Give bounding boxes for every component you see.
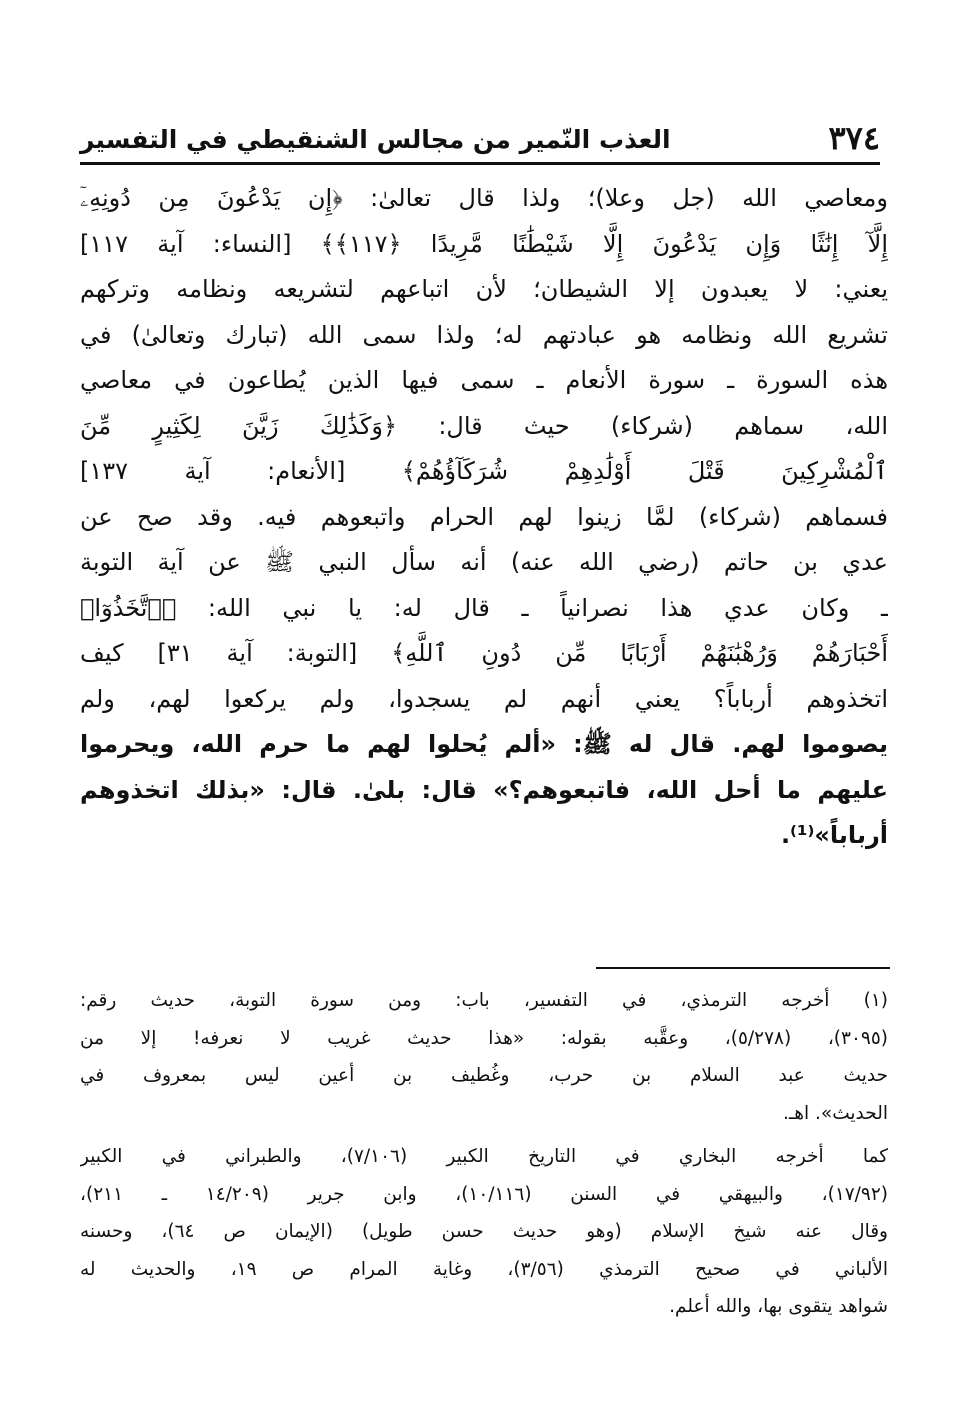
running-head — [80, 112, 880, 165]
footnote-line: (١٧/٩٢)، والبيهقي في السنن (١٠/١١٦)، وابن جرير (١٤/٢٠٩ ـ ٢١١)، — [80, 1183, 888, 1205]
body-line: إِلَّآ إِنَٰثًا وَإِن يَدْعُونَ إِلَّا شَيْطَٰنًا مَّرِيدًا ﴿١١٧﴾﴾ [النساء: آية ١١٧] — [80, 229, 888, 258]
page-number: ٣٧٤ — [828, 119, 880, 157]
footnote-line: وقال عنه شيخ الإسلام (وهو حديث حسن طويل) (الإيمان ص ٦٤)، وحسنه — [80, 1221, 888, 1242]
footnote-separator — [596, 967, 890, 969]
footnotes — [80, 982, 888, 1326]
body-line-hadith: عليهم ما أحل الله، فاتبعوهم؟» قال: بلىٰ. قال: «بذلك اتخذوهم — [80, 775, 888, 804]
body-text — [80, 176, 888, 859]
footnote-line: (٣٠٩٥)، (٥/٢٧٨)، وعقَّبه بقوله: «هذا حديث غريب لا نعرفه! إلا من — [80, 1027, 888, 1049]
body-line: تشريع الله ونظامه هو عبادتهم له؛ ولذا سمى الله (تبارك وتعالىٰ) في — [80, 320, 888, 349]
body-line: أَحْبَارَهُمْ وَرُهْبَٰنَهُمْ أَرْبَابًا مِّن دُونِ ٱللَّهِ﴾ [التوبة: آية ٣١] كيف — [80, 639, 888, 667]
body-line: ـ وكان عدي هذا نصرانياً ـ قال له: يا نبي الله: ﴿ٱتَّخَذُوٓا۟ — [80, 593, 888, 622]
footnote-line: (١) أخرجه الترمذي، في التفسير، باب: ومن سورة التوبة، حديث رقم: — [80, 990, 888, 1011]
body-line: فسماهم (شركاء) لمَّا زينوا لهم الحرام واتبعوهم فيه. وقد صح عن — [80, 502, 888, 531]
footnote-line: الحديث». اهـ. — [782, 1102, 888, 1124]
body-line: ومعاصي الله (جل وعلا)؛ ولذا قال تعالىٰ: ﴿إِن يَدْعُونَ مِن دُونِهِۦٓ — [80, 184, 888, 212]
footnote-line: شواهد يتقوى بها، والله أعلم. — [669, 1296, 888, 1317]
body-line: هذه السورة ـ سورة الأنعام ـ سمى فيها الذين يُطاعون في معاصي — [80, 366, 888, 394]
body-line-hadith: أرباباً»⁽¹⁾. — [780, 821, 888, 849]
body-line: اتخذوهم أرباباً؟ يعني أنهم لم يسجدوا، ولم يركعوا لهم، ولم — [80, 684, 888, 713]
footnote-line: كما أخرجه البخاري في التاريخ الكبير (٧/١٠٦)، والطبراني في الكبير — [80, 1146, 888, 1167]
body-line: عدي بن حاتم (رضي الله عنه) أنه سأل النبي ﷺ عن آية التوبة — [80, 548, 888, 576]
footnote-line: حديث عبد السلام بن حرب، وغُطيف بن أعين ليس بمعروف في — [80, 1065, 888, 1086]
body-line: الله، سماهم (شركاء) حيث قال: ﴿وَكَذَٰلِكَ زَيَّنَ لِكَثِيرٍ مِّنَ — [80, 411, 888, 440]
body-line: يعني: لا يعبدون إلا الشيطان؛ لأن اتباعهم لتشريعه ونظامه وتركهم — [80, 275, 888, 303]
body-line: ٱلْمُشْرِكِينَ قَتْلَ أَوْلَٰدِهِمْ شُرَكَآؤُهُمْ﴾ [الأنعام: آية ١٣٧] — [80, 457, 888, 485]
running-title: العذب النّمير من مجالس الشنقيطي في التفسير — [80, 125, 671, 154]
footnote-line: الألباني في صحيح الترمذي (٣/٥٦)، وغاية المرام ص ١٩، والحديث له — [80, 1258, 888, 1280]
body-line-hadith: يصوموا لهم. قال له ﷺ: «ألم يُحلوا لهم ما حرم الله، ويحرموا — [80, 730, 888, 758]
